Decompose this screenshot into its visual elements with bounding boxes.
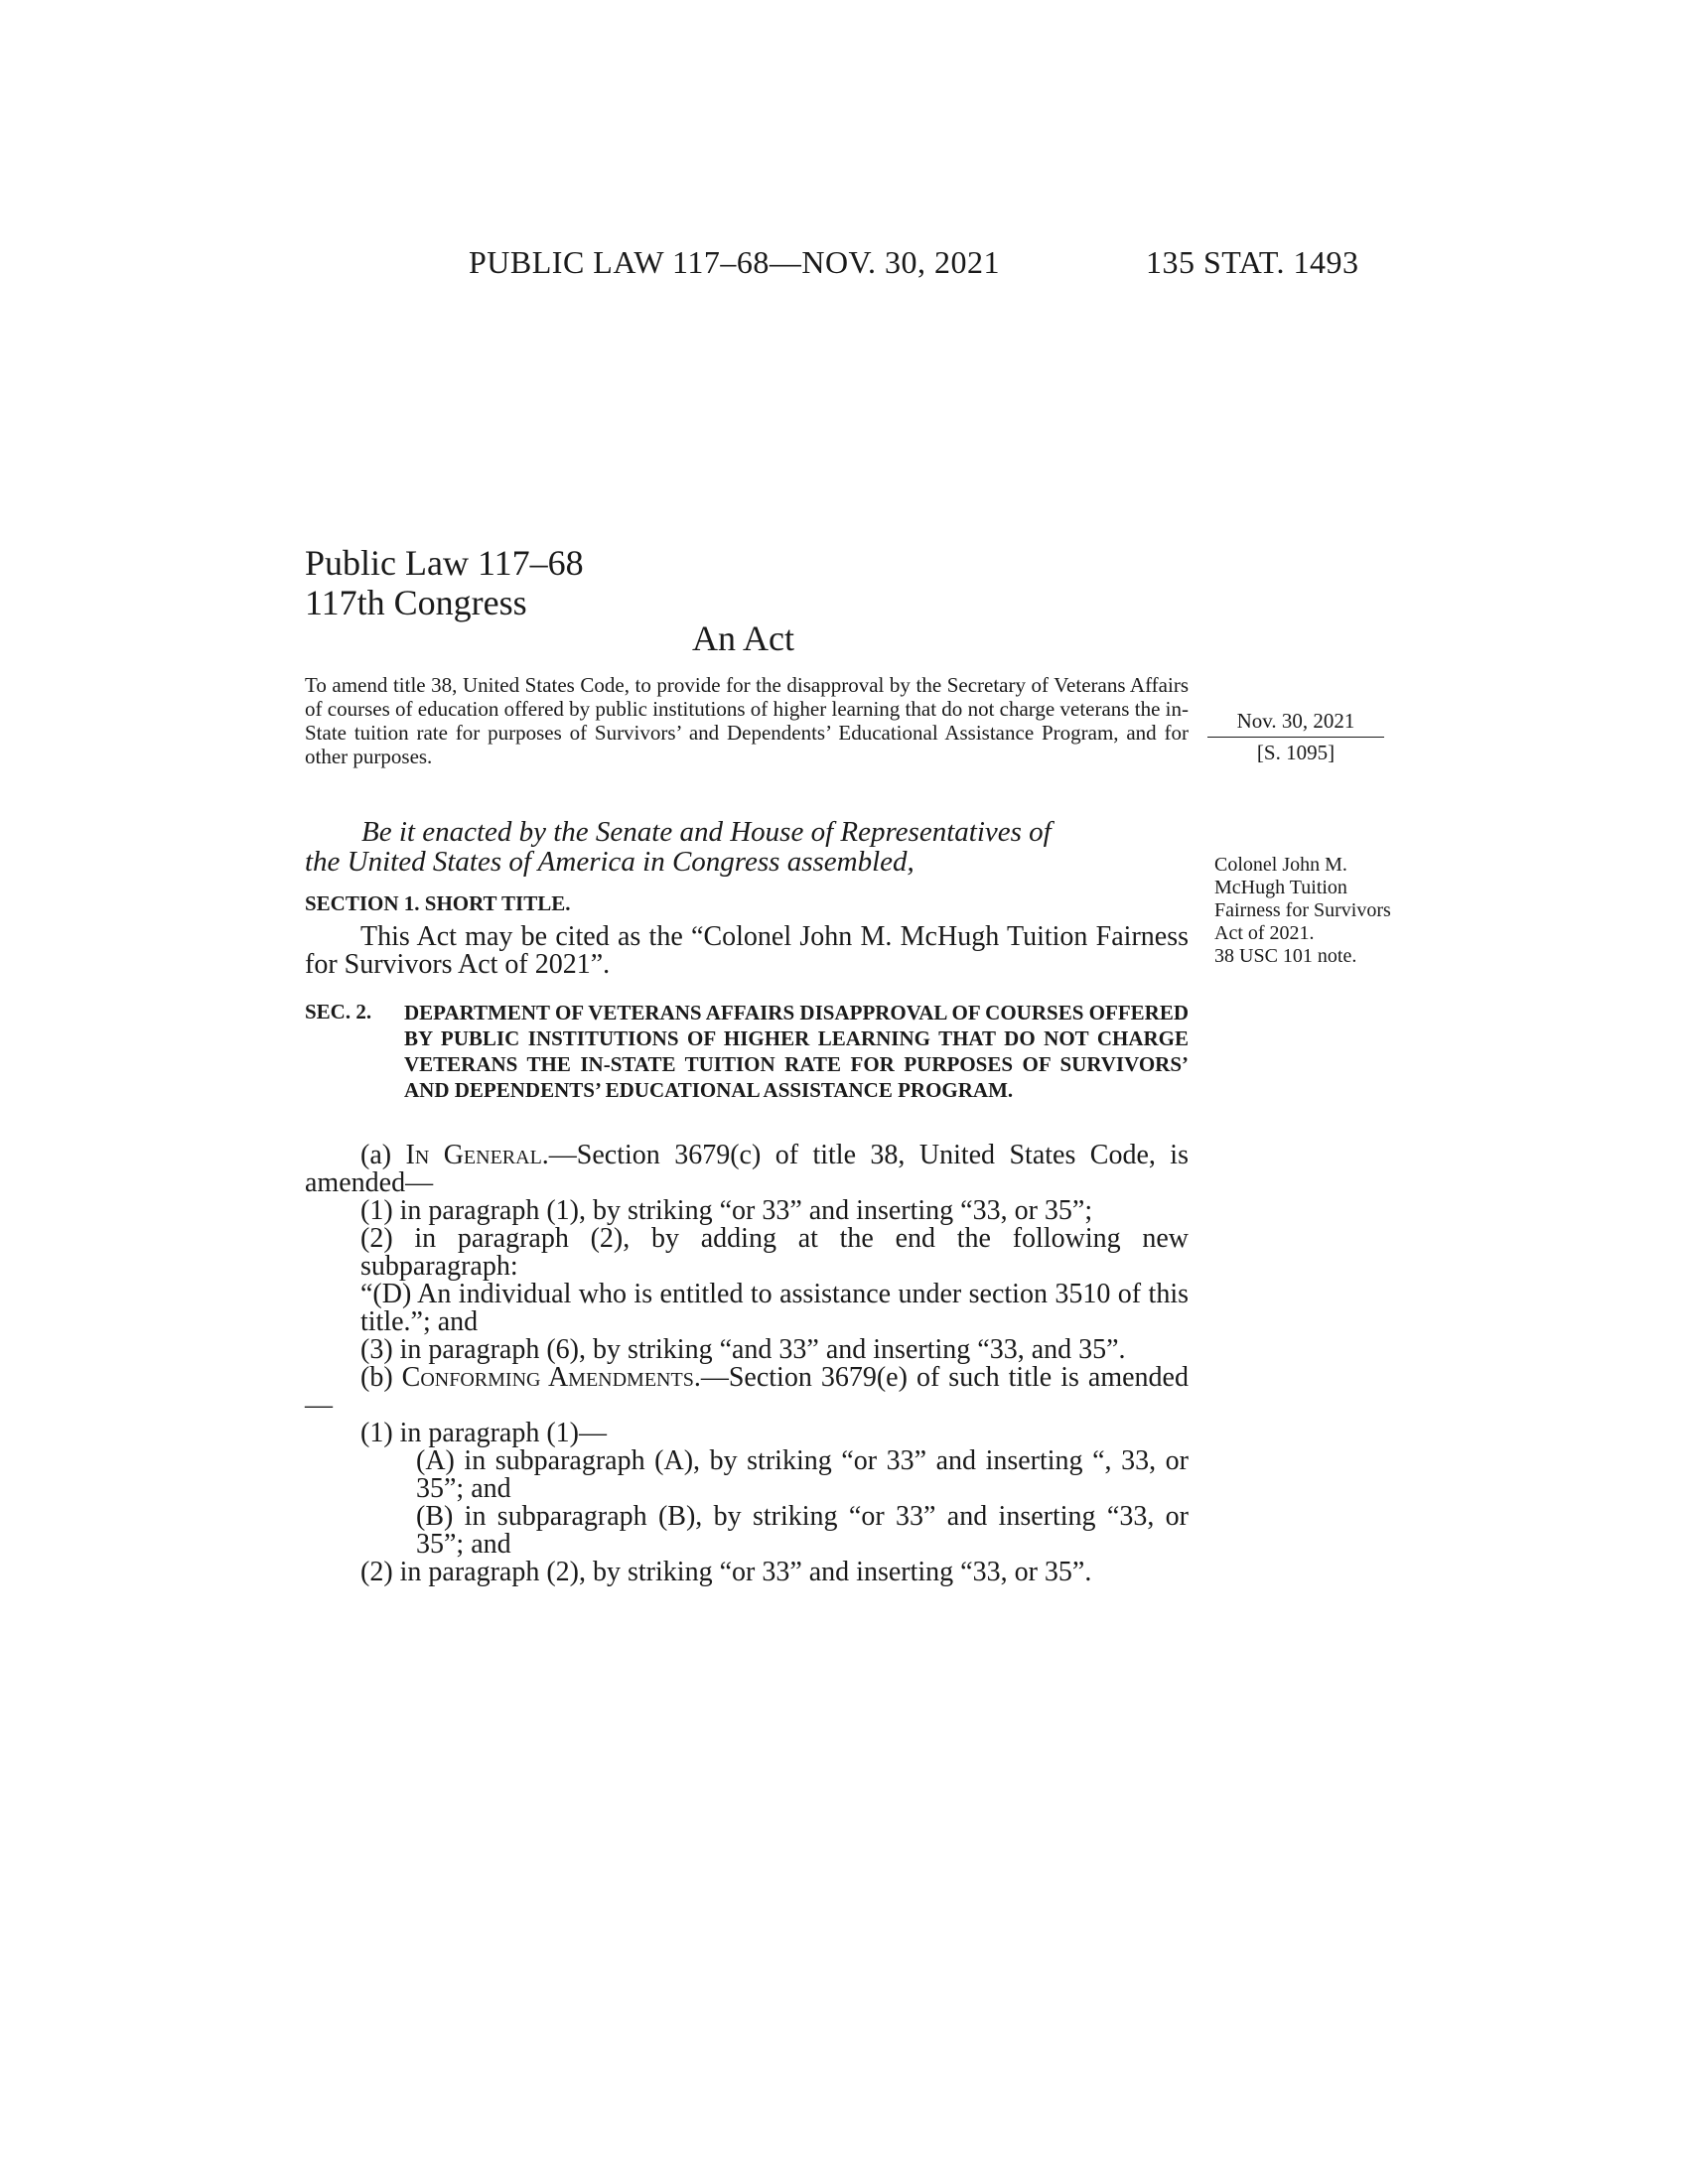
section-1-text-block	[305, 923, 1189, 979]
paragraph-b1	[305, 1420, 1189, 1447]
subsection-b-text: .—Section 3679(e) of such title is amended—	[305, 1362, 1189, 1421]
subparagraph-b1B	[305, 1503, 1189, 1559]
paragraph-a2-text: (2) in paragraph (2), by adding at the end the following new subparagraph:	[360, 1223, 1189, 1282]
subsection-a-label: (a)	[360, 1140, 406, 1170]
paragraph-a2-quote-text: “(D) An individual who is entitled to assistance under section 3510 of this title.”; and	[360, 1279, 1189, 1337]
running-header-stat-page: 135 STAT. 1493	[1146, 244, 1359, 280]
section-2-label: SEC. 2.	[305, 1000, 372, 1024]
section-1-heading: SECTION 1. SHORT TITLE.	[305, 891, 571, 915]
paragraph-a1	[305, 1197, 1189, 1225]
subparagraph-b1A	[305, 1447, 1189, 1503]
margin-note-short-title-text: Colonel John M. McHugh Tuition Fairness for Survivors Act of 2021.	[1214, 854, 1391, 944]
public-law-number: Public Law 117–68	[305, 543, 584, 583]
paragraph-a2	[305, 1225, 1189, 1281]
subsection-b-label: (b)	[360, 1362, 402, 1393]
act-heading: An Act	[692, 618, 794, 658]
subsection-b	[305, 1364, 1189, 1420]
congress-number: 117th Congress	[305, 583, 527, 622]
paragraph-a2-quote	[305, 1281, 1189, 1336]
running-header-law-date: PUBLIC LAW 117–68—NOV. 30, 2021	[469, 244, 1001, 280]
paragraph-b2-text: (2) in paragraph (2), by striking “or 33” and inserting “33, or 35”.	[360, 1557, 1092, 1587]
subsection-a-heading: In General	[405, 1140, 542, 1170]
margin-note-usc: 38 USC 101 note.	[1214, 945, 1357, 967]
margin-note-bill-number: [S. 1095]	[1256, 741, 1336, 764]
paragraph-a3	[305, 1336, 1189, 1364]
margin-note-short-title	[1214, 854, 1393, 968]
section-2-heading: DEPARTMENT OF VETERANS AFFAIRS DISAPPROVAL OF COURSES OFFERED BY PUBLIC INSTITUTIONS OF HIGHER LEARNING THAT DO NOT CHARGE VETERANS THE IN-STATE TUITION RATE FOR PURPOSES OF SURVIVORS’ AND DEPENDENTS’ EDUCATIONAL ASSISTANCE PROGRAM.	[404, 1001, 1189, 1102]
section-2-heading-block	[305, 1000, 1189, 1103]
subsection-b-heading: Conforming Amendments	[401, 1362, 694, 1393]
enacting-clause-line-1: Be it enacted by the Senate and House of Representatives of	[361, 816, 1052, 848]
subparagraph-b1B-text: (B) in subparagraph (B), by striking “or 33” and inserting “33, or 35”; and	[416, 1501, 1189, 1560]
long-title: To amend title 38, United States Code, to provide for the disapproval by the Secretary of Veterans Affairs of courses of education offered by public institutions of higher learning that do not charge veterans the in-State tuition rate for purposes of Survivors’ and Dependents’ Educational Assistance Program, and for other purposes.	[305, 673, 1189, 768]
paragraph-b2	[305, 1559, 1189, 1586]
enacting-clause-line-2: the United States of America in Congress assembled,	[305, 846, 914, 878]
section-2-body	[305, 1142, 1189, 1586]
enacting-clause	[305, 817, 1189, 877]
margin-note-date: Nov. 30, 2021	[1207, 709, 1384, 738]
paragraph-b1-text: (1) in paragraph (1)—	[360, 1418, 608, 1448]
subsection-a-text: .—Section 3679(c) of title 38, United States Code, is amended—	[305, 1140, 1189, 1198]
paragraph-a3-text: (3) in paragraph (6), by striking “and 33” and inserting “33, and 35”.	[360, 1334, 1126, 1365]
section-1-text: This Act may be cited as the “Colonel John M. McHugh Tuition Fairness for Survivors Act of 2021”.	[305, 921, 1189, 980]
subsection-a	[305, 1142, 1189, 1197]
paragraph-a1-text: (1) in paragraph (1), by striking “or 33” and inserting “33, or 35”;	[360, 1195, 1093, 1226]
subparagraph-b1A-text: (A) in subparagraph (A), by striking “or 33” and inserting “, 33, or 35”; and	[416, 1445, 1189, 1504]
